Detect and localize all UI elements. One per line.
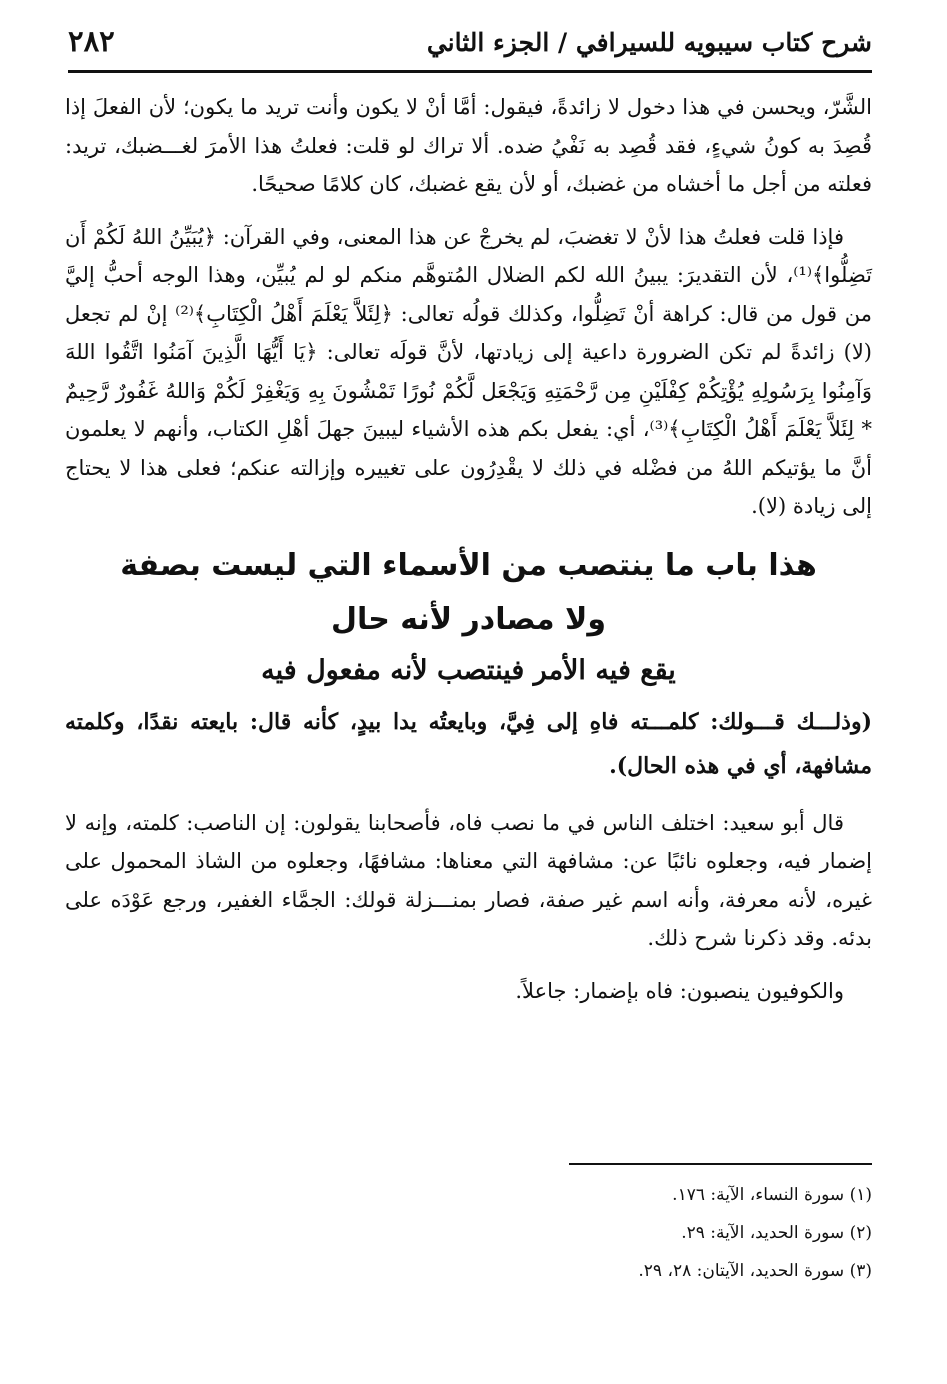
footnote-2: (٢) سورة الحديد، الآية: ٢٩. [681, 1223, 872, 1243]
sibawayh-quote: (وذلـــك قـــولك: كلمـــته فاهِ إلى فِيَّ، وبايعتُه يدا بيدٍ، كأنه قال: بايعته نقدًا، وكلمته مشافهة، أي في هذه الحال). [65, 708, 872, 779]
footnotes [300, 1176, 872, 1290]
paragraph-1: الشَّرّ، ويحسن في هذا دخول لا زائدةً، فيقول: أمَّا أنْ لا يكون وأنت تريد ما يكون؛ لأن الفعلَ إذا قُصِدَ به كونُ شيءٍ، فقد قُصِد به نَفْيُ ضده. ألا تراك لو قلت: فعلتُ هذا الأمرَ لغـــضبك، تريد: فعلته من أجل ما أخشاه من غضبك، أو لأن يقع غضبك، كان كلامًا صحيحًا. [65, 95, 872, 196]
main-text [65, 88, 872, 1024]
chapter-heading-line-1: هذا باب ما ينتصب من الأسماء التي ليست بصفة [120, 547, 817, 583]
footnote-divider [569, 1163, 872, 1165]
paragraph-2: فإذا قلت فعلتُ هذا لأنْ لا تغضبَ، لم يخرجْ عن هذا المعنى، وفي القرآن: ﴿يُبَيِّنُ اللهُ لَكُمْ أَن تَضِلُّوا﴾⁽¹⁾، لأن التقديرَ: يبينُ الله لكم الضلال المُتوهَّم منكم لو لم يُبيِّن، وهذا الوجه أحبُّ إليَّ من قول من قال: كراهة أنْ تَضِلُّوا، وكذلك قولُه تعالى: ﴿لِئَلاَّ يَعْلَمَ أَهْلُ الْكِتَابِ﴾⁽²⁾ إنْ لم تجعل (لا) زائدةً لم تكن الضرورة داعية إلى زيادتها، لأنَّ قولَه تعالى: ﴿يَا أَيُّهَا الَّذِينَ آمَنُوا اتَّقُوا اللهَ وَآمِنُوا بِرَسُولِهِ يُؤْتِكُمْ كِفْلَيْنِ مِن رَّحْمَتِهِ وَيَجْعَل لَّكُمْ نُورًا تَمْشُونَ بِهِ وَيَغْفِرْ لَكُمْ وَاللهُ غَفُورٌ رَّحِيمٌ * لِئَلاَّ يَعْلَمَ أَهْلُ الْكِتَابِ﴾⁽³⁾، أي: يفعل بكم هذه الأشياء ليبينَ جهلَ أهْلِ الكتاب، وأنهم لا يعلمون أنَّ ما يؤتيكم اللهُ من فضْله في ذلك لا يقْدِرُون على تغييره وإزالته عنكم؛ فعلى هذا لا يحتاج إلى زيادة (لا). [65, 224, 872, 518]
footnote-3: (٣) سورة الحديد، الآيتان: ٢٨، ٢٩. [638, 1261, 872, 1281]
header-divider [68, 70, 872, 73]
paragraph-3: قال أبو سعيد: اختلف الناس في ما نصب فاه، فأصحابنا يقولون: إن الناصب: كلمته، وإنه لا إضمار فيه، وجعلوه نائبًا عن: مشافهة التي معناها: مشافهًا، وجعلوه من الشاذ المحمول على غيره، لأنه معرفة، وأنه اسم غير صفة، فصار بمنـــزلة قولك: الجمَّاء الغفير، ورجع عَوْدَه على بدئه. وقد ذكرنا شرح ذلك. [65, 810, 872, 950]
paragraph-4: والكوفيون ينصبون: فاه بإضمار: جاعلاً. [515, 978, 844, 1003]
footnote-1: (١) سورة النساء، الآية: ١٧٦. [672, 1185, 872, 1205]
page-number: ٢٨٢ [68, 24, 115, 58]
chapter-heading-line-2: ولا مصادر لأنه حال [330, 601, 607, 637]
running-title: شرح كتاب سيبويه للسيرافي / الجزء الثاني [426, 28, 872, 57]
running-header [68, 22, 872, 70]
chapter-subheading: يقع فيه الأمر فينتصب لأنه مفعول فيه [261, 654, 676, 686]
